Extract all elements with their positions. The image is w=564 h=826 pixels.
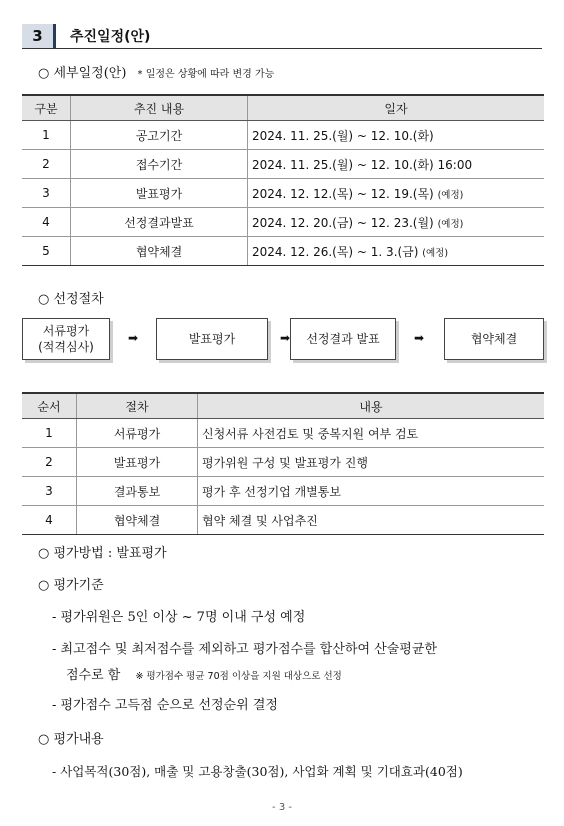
evaluation-content-item: - 사업목적(30점), 매출 및 고용창출(30점), 사업화 계획 및 기대효과(40점) — [52, 764, 463, 779]
schedule-tag: (예정) — [422, 247, 449, 259]
schedule-heading: ○ 세부일정(안) — [38, 66, 127, 81]
procedure-step: 발표평가 — [77, 448, 198, 477]
schedule-item: 선정결과발표 — [71, 208, 248, 237]
schedule-date — [248, 208, 545, 237]
criteria-note: ※ 평가점수 평균 70점 이상을 지원 대상으로 선정 — [135, 671, 342, 682]
section-number: 3 — [22, 24, 56, 48]
schedule-date-text: 2024. 12. 26.(목) ~ 1. 3.(금) — [252, 244, 419, 259]
schedule-no: 1 — [22, 121, 71, 150]
procedure-step: 협약체결 — [77, 506, 198, 535]
schedule-item: 발표평가 — [71, 179, 248, 208]
schedule-col-item: 추진 내용 — [71, 95, 248, 121]
table-row — [22, 448, 544, 477]
procedure-content: 평가 후 선정기업 개별통보 — [198, 477, 545, 506]
flow-arrow-icon: ➡ — [414, 331, 425, 345]
table-row — [22, 179, 544, 208]
schedule-tag: (예정) — [437, 189, 464, 201]
table-row — [22, 419, 544, 448]
schedule-table — [22, 94, 544, 266]
procedure-heading: ○ 선정절차 — [38, 292, 104, 307]
schedule-no: 4 — [22, 208, 71, 237]
table-row — [22, 506, 544, 535]
schedule-no: 5 — [22, 237, 71, 266]
procedure-no: 3 — [22, 477, 77, 506]
schedule-date-text: 2024. 11. 25.(월) ~ 12. 10.(화) — [252, 128, 434, 143]
table-row — [22, 208, 544, 237]
section-title: 추진일정(안) — [70, 29, 151, 45]
schedule-col-no: 구분 — [22, 95, 71, 121]
schedule-item: 공고기간 — [71, 121, 248, 150]
procedure-no: 4 — [22, 506, 77, 535]
schedule-date — [248, 121, 545, 150]
page-number: - 3 - — [272, 802, 292, 813]
evaluation-method: ○ 평가방법 : 발표평가 — [38, 546, 167, 561]
schedule-item: 협약체결 — [71, 237, 248, 266]
flow-step-line2: (적격심사) — [38, 340, 94, 354]
table-row — [22, 477, 544, 506]
schedule-date — [248, 237, 545, 266]
criteria-item: - 평가위원은 5인 이상 ~ 7명 이내 구성 예정 — [52, 610, 306, 625]
procedure-col-no: 순서 — [22, 393, 77, 419]
procedure-content: 협약 체결 및 사업추진 — [198, 506, 545, 535]
schedule-date — [248, 150, 545, 179]
procedure-content: 신청서류 사전검토 및 중복지원 여부 검토 — [198, 419, 545, 448]
schedule-header-row — [22, 95, 544, 121]
flow-step-line1: 선정결과 발표 — [306, 331, 380, 346]
flow-arrow-icon: ➡ — [128, 331, 139, 345]
flow-arrow-icon: ➡ — [280, 331, 291, 345]
procedure-content: 평가위원 구성 및 발표평가 진행 — [198, 448, 545, 477]
schedule-col-date: 일자 — [248, 95, 545, 121]
schedule-tag: (예정) — [437, 218, 464, 230]
schedule-date-text: 2024. 12. 12.(목) ~ 12. 19.(목) — [252, 186, 434, 201]
criteria-continuation-text: 점수로 함 — [66, 668, 121, 683]
schedule-item: 접수기간 — [71, 150, 248, 179]
criteria-item-continuation — [66, 664, 342, 683]
criteria-item: - 최고점수 및 최저점수를 제외하고 평가점수를 합산하여 산술평균한 — [52, 642, 437, 657]
flow-step-presentation — [156, 318, 268, 360]
flow-step-text — [38, 323, 94, 355]
procedure-header-row — [22, 393, 544, 419]
table-row — [22, 150, 544, 179]
evaluation-criteria-heading: ○ 평가기준 — [38, 578, 104, 593]
flow-step-line1: 협약체결 — [470, 331, 518, 346]
flow-step-line1: 서류평가 — [42, 323, 90, 338]
flow-step-result-announcement — [290, 318, 396, 360]
flow-step-document-review — [22, 318, 110, 360]
criteria-item: - 평가점수 고득점 순으로 선정순위 결정 — [52, 698, 278, 713]
procedure-col-step: 절차 — [77, 393, 198, 419]
flow-step-agreement — [444, 318, 544, 360]
schedule-no: 2 — [22, 150, 71, 179]
schedule-date — [248, 179, 545, 208]
schedule-date-text: 2024. 11. 25.(월) ~ 12. 10.(화) 16:00 — [252, 157, 473, 172]
evaluation-content-heading: ○ 평가내용 — [38, 732, 104, 747]
procedure-no: 1 — [22, 419, 77, 448]
table-row — [22, 121, 544, 150]
schedule-date-text: 2024. 12. 20.(금) ~ 12. 23.(월) — [252, 215, 434, 230]
schedule-no: 3 — [22, 179, 71, 208]
procedure-col-content: 내용 — [198, 393, 545, 419]
procedure-table — [22, 392, 544, 535]
procedure-no: 2 — [22, 448, 77, 477]
procedure-step: 서류평가 — [77, 419, 198, 448]
table-row — [22, 237, 544, 266]
section-divider — [22, 48, 542, 49]
flow-step-line1: 발표평가 — [188, 331, 236, 346]
schedule-note: * 일정은 상황에 따라 변경 가능 — [137, 69, 275, 80]
procedure-step: 결과통보 — [77, 477, 198, 506]
schedule-heading-row — [38, 62, 274, 81]
